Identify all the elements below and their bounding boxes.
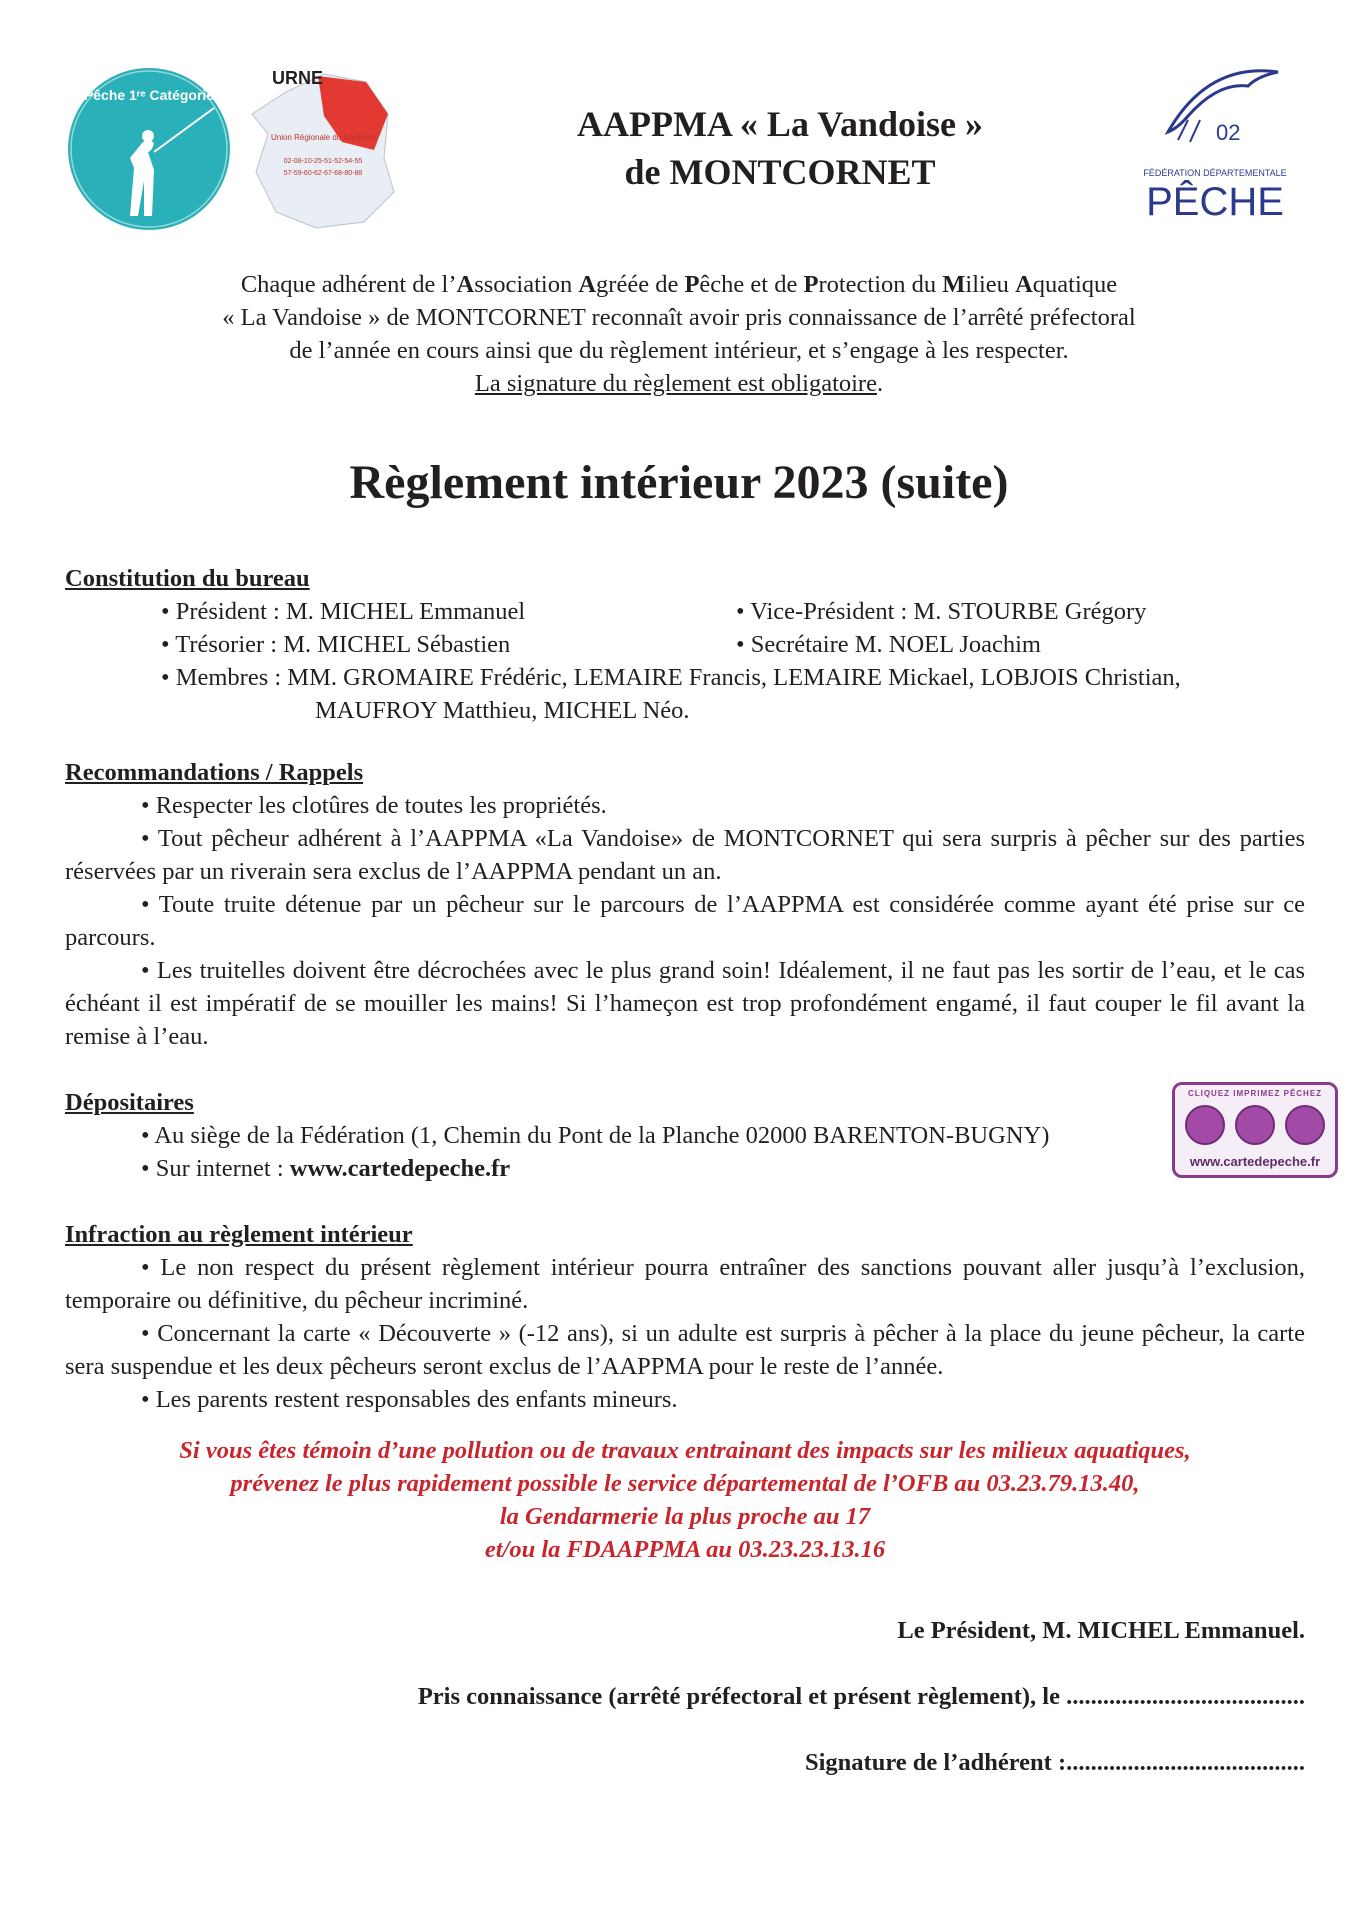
alert-line3: la Gendarmerie la plus proche au 17 xyxy=(499,1503,871,1530)
alert-line4: et/ou la FDAAPPMA au 03.23.23.13.16 xyxy=(484,1536,886,1563)
federation-peche-logo xyxy=(1138,62,1292,232)
pollution-alert xyxy=(65,1434,1305,1566)
recommandation-item: • Respecter les clotûres de toutes les propriétés. xyxy=(141,792,607,819)
infraction-item: • Le non respect du présent règlement intérieur pourra entraîner des sanctions pouvant aller jusqu’à l’exclusion, temporaire ou définitive, du pêcheur incriminé. xyxy=(65,1254,1305,1314)
header-title-line2: de MONTCORNET xyxy=(624,152,936,192)
header-title-line1: AAPPMA « La Vandoise » xyxy=(576,104,984,144)
president-signature: Le Président, M. MICHEL Emmanuel. xyxy=(897,1617,1305,1644)
logo-badge-text: Pêche 1ʳᵉ Catégorie xyxy=(83,87,215,103)
bureau-vice-president: • Vice-Président : M. STOURBE Grégory xyxy=(736,598,1147,625)
fed-name: PÊCHE xyxy=(1146,180,1284,224)
bureau-president: • Président : M. MICHEL Emmanuel xyxy=(161,598,526,625)
intro-line4: La signature du règlement est obligatoire. xyxy=(474,370,884,397)
cartedepeche-badge[interactable] xyxy=(1172,1082,1338,1178)
alert-line1: Si vous êtes témoin d’une pollution ou de travaux entrainant des impacts sur les milieux aquatiques, xyxy=(179,1437,1191,1464)
angler-silhouette-icon xyxy=(68,68,230,230)
intro-paragraph xyxy=(150,268,1208,400)
section-heading-depositaires: Dépositaires xyxy=(65,1089,194,1116)
click-hand-icon xyxy=(1185,1105,1225,1145)
printer-icon xyxy=(1235,1105,1275,1145)
urne-depts-2: 57-59-60-62-67-68-80-88 xyxy=(283,170,363,177)
urne-title: URNE xyxy=(272,68,324,88)
bureau-row-2 xyxy=(65,628,1305,661)
peche-1re-categorie-logo xyxy=(68,68,230,230)
infraction-item: • Les parents restent responsables des enfants mineurs. xyxy=(141,1386,678,1413)
bureau-membres-1: • Membres : MM. GROMAIRE Frédéric, LEMAIRE Francis, LEMAIRE Mickael, LOBJOIS Christian, xyxy=(161,664,1181,691)
section-heading-infraction: Infraction au règlement intérieur xyxy=(65,1221,413,1248)
intro-line1: Chaque adhérent de l’Association Agréée de Pêche et de Protection du Milieu Aquatique xyxy=(240,271,1118,298)
bureau-secretaire: • Secrétaire M. NOEL Joachim xyxy=(736,631,1041,658)
alert-line2: prévenez le plus rapidement possible le service départemental de l’OFB au 03.23.79.13.40, xyxy=(230,1470,1140,1497)
document-header xyxy=(420,100,1140,196)
bureau-tresorier: • Trésorier : M. MICHEL Sébastien xyxy=(161,631,511,658)
fed-label: FÉDÉRATION DÉPARTEMENTALE xyxy=(1143,168,1287,178)
document-title: Règlement intérieur 2023 (suite) xyxy=(349,456,1009,509)
badge-buttons xyxy=(1185,1105,1325,1145)
intro-line2: « La Vandoise » de MONTCORNET reconnaît avoir pris connaissance de l’arrêté préfectoral xyxy=(222,304,1136,331)
main-content xyxy=(65,562,1305,1779)
urne-logo xyxy=(246,62,396,232)
urne-subtitle: Union Régionale du Nord-Est xyxy=(270,133,376,142)
infraction-item: • Concernant la carte « Découverte » (-12 ans), si un adulte est surpris à pêcher à la place du jeune pêcheur, la carte sera suspendue et les deux pêcheurs seront exclus de l’AAPPMA pour le reste de l’année. xyxy=(65,1320,1305,1380)
fish-icon xyxy=(1138,62,1292,162)
bureau-membres-2: MAUFROY Matthieu, MICHEL Néo. xyxy=(315,697,690,724)
recommandation-item: • Tout pêcheur adhérent à l’AAPPMA «La Vandoise» de MONTCORNET qui sera surpris à pêcher sur des parties réservées par un riverain sera exclus de l’AAPPMA pendant un an. xyxy=(65,825,1305,885)
bureau-row-1 xyxy=(65,595,1305,628)
urne-depts-1: 02-08-10-25-51-52-54-55 xyxy=(283,158,363,165)
cartedepeche-link[interactable]: www.cartedepeche.fr xyxy=(289,1155,511,1182)
recommandation-item: • Les truitelles doivent être décrochées avec le plus grand soin! Idéalement, il ne faut pas les sortir de l’eau, et le cas échéant il est impératif de se mouiller les mains! Si l’hameçon est trop profondément engamé, il faut couper le fil avant la remise à l’eau. xyxy=(65,957,1305,1050)
section-heading-bureau: Constitution du bureau xyxy=(65,565,310,592)
section-heading-recommandations: Recommandations / Rappels xyxy=(65,759,364,786)
badge-top-text: CLIQUEZ IMPRIMEZ PÊCHEZ xyxy=(1187,1089,1323,1098)
adherent-signature-line: Signature de l’adhérent :....................................... xyxy=(805,1749,1305,1776)
intro-line3: de l’année en cours ainsi que du règlement intérieur, et s’engage à les respecter. xyxy=(289,337,1069,364)
depositaire-item: • Au siège de la Fédération (1, Chemin du Pont de la Planche 02000 BARENTON-BUGNY) xyxy=(141,1122,1050,1149)
recommandation-item: • Toute truite détenue par un pêcheur sur le parcours de l’AAPPMA est considérée comme ayant été prise sur ce parcours. xyxy=(65,891,1305,951)
pris-connaissance-line: Pris connaissance (arrêté préfectoral et présent règlement), le ....................................... xyxy=(417,1683,1305,1710)
fishing-icon xyxy=(1285,1105,1325,1145)
depositaire-item: • Sur internet : www.cartedepeche.fr xyxy=(141,1155,511,1182)
fed-dept-number: 02 xyxy=(1216,120,1241,145)
badge-url: www.cartedepeche.fr xyxy=(1189,1154,1321,1169)
